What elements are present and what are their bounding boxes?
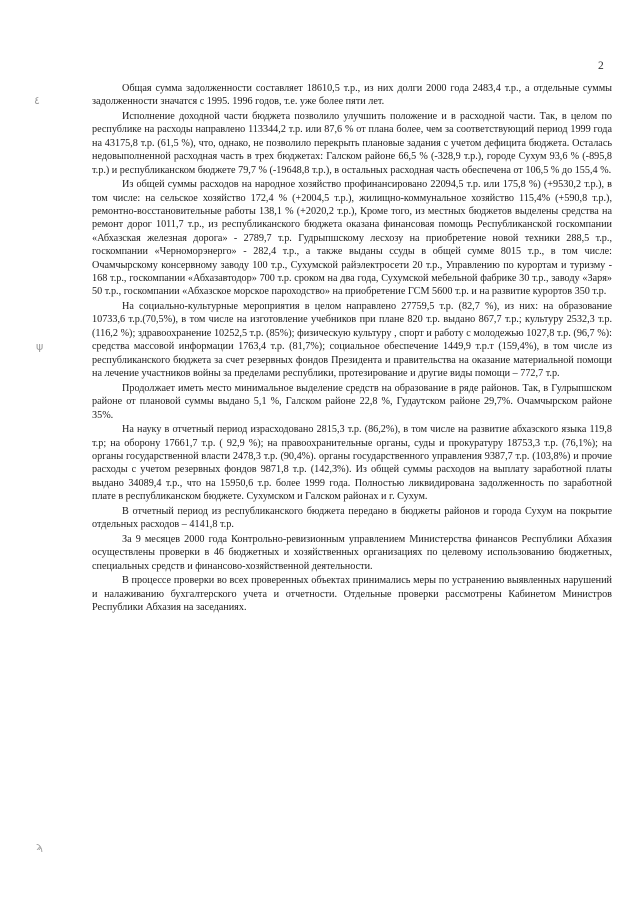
paragraph-education-allocation: Продолжает иметь место минимальное выделение средств на образование в ряде районов. Так, в Гулрыпшском районе от плановой суммы выдано 5,1 %, Галском районе 22,8 %, Гудаутском районе 29,7%. Очамчырском районе 35%. (92, 382, 612, 421)
paragraph-national-economy: Из общей суммы расходов на народное хозяйство профинансировано 22094,5 т.р. или 175,8 %) (+9530,2 т.р.), в том числе: на сельское хозяйство 172,4 % (+2004,5 т.р.), жилищно-коммунальное хозяйство 115,4% (+590,8 т.р.), ремонтно-восстановительные работы 138,1 % (+2020,2 т.р.), Кроме того, из местных бюджетов выделены средства на ремонт дорог 1011,7 т.р., из республиканского бюджета оказана финансовая помощь Республиканской госкомпании «Абхазская железная дорога» - 2789,7 т.р. Гудрыпшскому лесхозу на приобретение новой техники 288,5 т.р., госкомпании «Черноморэнерго» - 282,4 т.р., а также выданы ссуды в общей сумме 8015 т.р., в том числе: Очамчырскому консервному заводу 100 т.р., Сухумской райэлектросети 20 т.р., Управлению по курортам и туризму - 168 т.р., госкомпании «Абхазавтодор» 700 т.р. сроком на два года, Сухумской мебельной фабрике 30 т.р., заводу «Заря» 50 т.р., госкомпании «Абхазское морское пароходство» на приобретение ГСМ 5600 т.р. и на развитие курортов 350 т.р. (92, 179, 612, 298)
paragraph-audit-measures: В процессе проверки во всех проверенных объектах принимались меры по устранению выявленных нарушений и налаживанию бухгалтерского учета и отчетности. Отдельные проверки рассмотрены Кабинетом Министров Республики Абхазия на заседаниях. (92, 575, 612, 613)
document-body (92, 82, 612, 616)
paragraph-social-cultural: На социально-культурные мероприятия в целом направлено 27759,5 т.р. (82,7 %), из них: на образование 10733,6 т.р.(70,5%), в том числе на изготовление учебников при плане 820 т.р. выдано 867,7 т.р.; культуру 2532,3 т.р.(116,2 %); здравоохранение 10252,5 т.р. (85%); физическую культуру , спорт и работу с молодежью 1027,8 т.р. (96,7 %): средства массовой информации 1763,4 т.р. (81,7%); социальное обеспечение 1449,9 т.р.т (159,4%), в том числе из республиканского бюджета за счет резервных фондов Президента и правительства на оказание материальной помощи на лечение участников войны за пределами республики, протезирование и другие виды помощи – 772,7 т.р. (92, 301, 612, 380)
scan-artifact-mark: ψ (36, 340, 44, 353)
scan-artifact-mark: ϡ (36, 840, 43, 853)
page-number: 2 (598, 60, 604, 72)
paragraph-audits: За 9 месяцев 2000 года Контрольно-ревизионным управлением Министерства финансов Республики Абхазия осуществлены проверки в 46 бюджетных и хозяйственных организациях по целевому использованию бюджетных, специальных средств и финансово-хозяйственной деятельности. (92, 533, 612, 572)
paragraph-debt: Общая сумма задолженности составляет 18610,5 т.р., из них долги 2000 года 2483,4 т.р., а отдельные суммы задолженности значатся с 1995. 1996 годов, т.е. уже более пяти лет. (92, 83, 612, 108)
paragraph-transfers: В отчетный период из республиканского бюджета передано в бюджеты районов и города Сухум на покрытие отдельных расходов – 4141,8 т.р. (92, 505, 612, 531)
paragraph-science-defense: На науку в отчетный период израсходовано 2815,3 т.р. (86,2%), в том числе на развитие абхазского языка 119,8 т.р; на оборону 17661,7 т.р. ( 92,9 %); на правоохранительные органы, суды и прокуратуру 18753,3 т.р. (76,1%); на органы государственной власти 2478,3 т.р. (90,4%). органы государственного управления 9387,7 т.р. (103,8%) и прочие расходы с учетом резервных фондов 9871,8 т.р. (142,3%). Из общей суммы расходов на выплату заработной платы выдано 34089,4 т.р., что на 15950,6 т.р. более 1999 года. Полностью ликвидирована задолженность по заработной плате в республиканском бюджете. Сухумском и Галском районах и г. Сухум. (92, 424, 612, 503)
paragraph-expenditure: Исполнение доходной части бюджета позволило улучшить положение и в расходной части. Так, в целом по республике на расходы направлено 113344,2 т.р. или 87,6 % от плана более, чем за соответствующий период 1999 года на 43175,8 т.р. (61,5 %), что, однако, не позволило перекрыть плановые задания с учетом дефицита бюджета. Осталась недовыполненной расходная часть в трех бюджетах: Галском районе 66,5 % (-328,9 т.р.), городе Сухум 93,6 % (-895,8 т.р.) и республиканском бюджете 79,7 % (-19648,8 т.р.), в остальных расходная часть обеспечена от 106,5 % до 155,4 %. (92, 111, 612, 176)
scan-artifact-mark: ٤ (34, 94, 40, 107)
